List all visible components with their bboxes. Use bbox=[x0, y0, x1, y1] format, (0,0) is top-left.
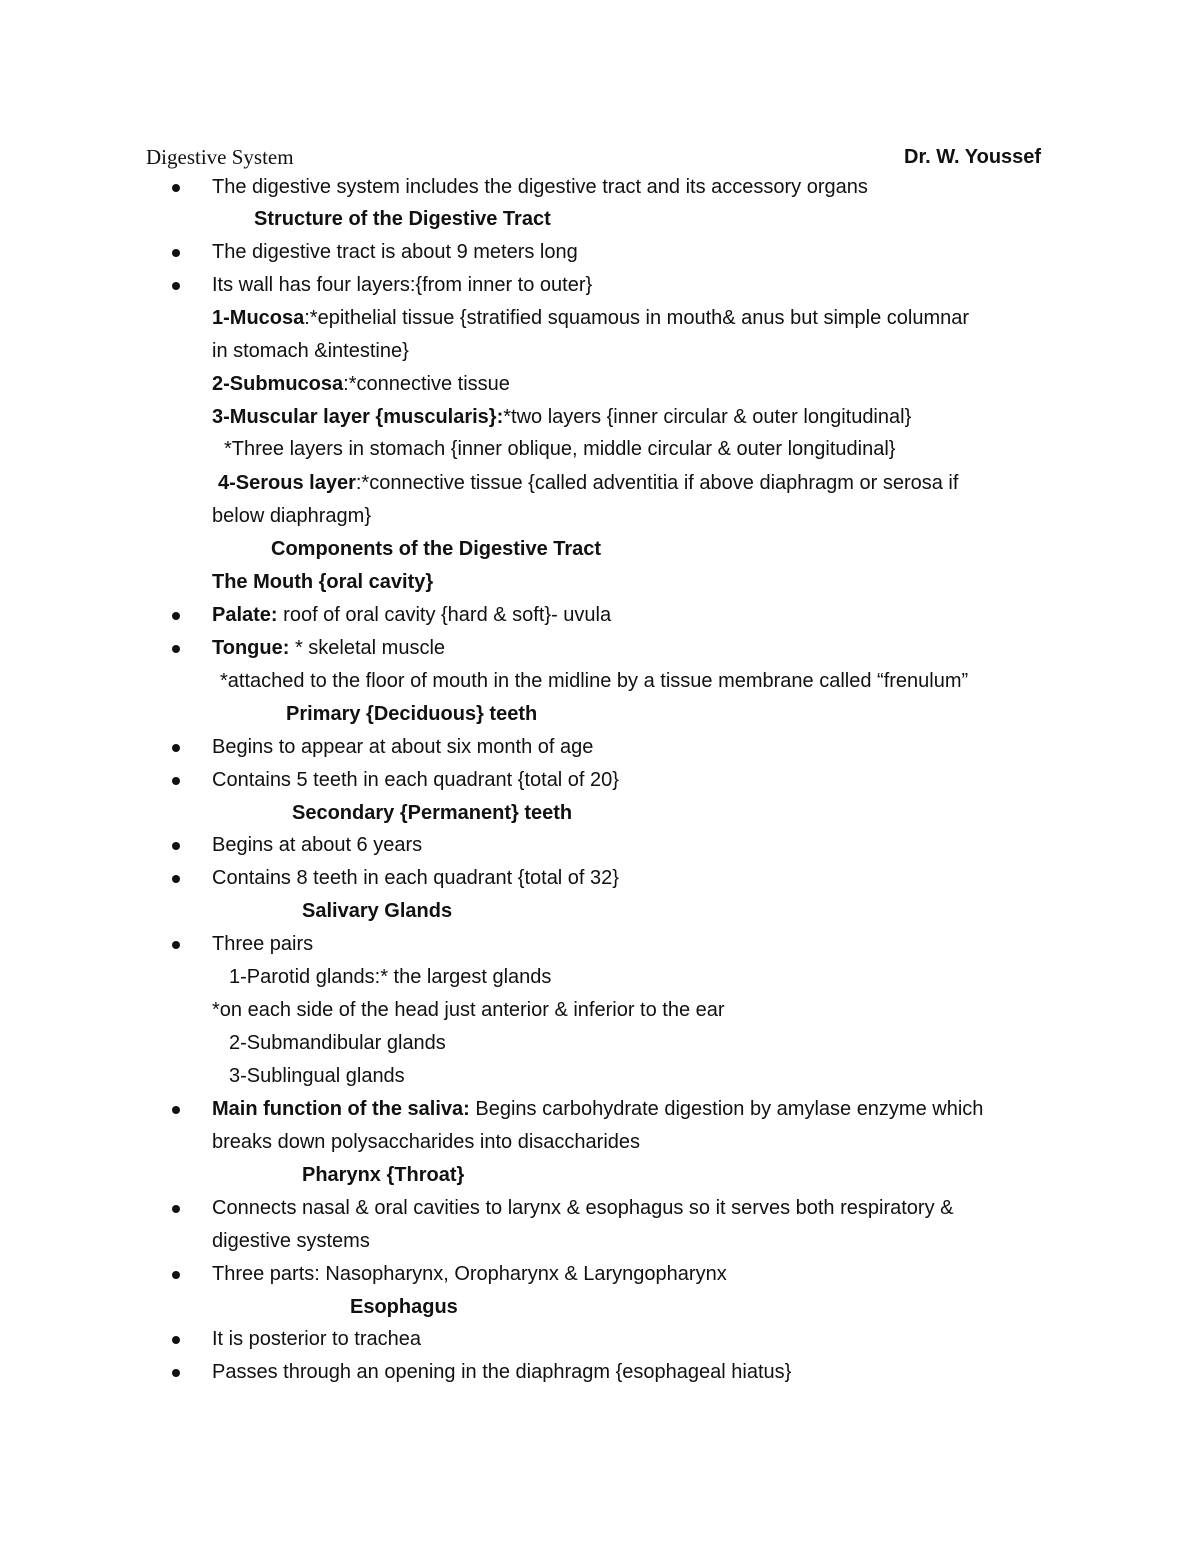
bullet-icon bbox=[172, 282, 180, 290]
salivary-sublingual: 3-Sublingual glands bbox=[229, 1065, 405, 1087]
salivary-parotid-cont: *on each side of the head just anterior & inferior to the ear bbox=[212, 999, 725, 1021]
salivary-parotid: 1-Parotid glands:* the largest glands bbox=[229, 966, 552, 988]
salivary-submandibular: 2-Submandibular glands bbox=[229, 1032, 446, 1054]
section-heading-secondary-teeth: Secondary {Permanent} teeth bbox=[292, 802, 573, 824]
section-heading-primary-teeth: Primary {Deciduous} teeth bbox=[286, 703, 538, 725]
layer-serous-cont: below diaphragm} bbox=[212, 505, 371, 527]
tongue-cont: *attached to the floor of mouth in the midline by a tissue membrane called “frenulum” bbox=[220, 670, 969, 692]
doc-author: Dr. W. Youssef bbox=[904, 146, 1042, 168]
bullet-icon bbox=[172, 842, 180, 850]
layer-mucosa-cont: in stomach &intestine} bbox=[212, 340, 409, 362]
section-heading-structure: Structure of the Digestive Tract bbox=[254, 208, 551, 230]
document-page: Digestive System Dr. W. Youssef The digestive system includes the digestive tract and its accessory organs Structure of the Digestive Tract The digestive tract is about 9 meters long Its wall has four layers:{from inner to outer} 1-Mucosa:*epithelial tissue {stratified squamous in mouth& anus but simple columnar in stomach &intestine} 2-Submucosa:*connective tissue 3-Muscular layer {muscularis}:*two layers {inner circular & outer longitudinal} *Three layers in stomach {inner oblique, middle circular & outer longitudinal} 4-Serous layer:*connective tissue {called adventitia if above diaphragm or serosa if below diaphragm} Components of the Digestive Tract The Mouth {oral cavity} Palate: roof of oral cavity {hard & soft}- uvula Tongue: * skeletal muscle *attached to the floor of mouth in the midline by a tissue membrane called “frenulum” Primary {Deciduous} teeth Begins to appear at about six month of age Contains 5 teeth in each quadrant {total of 20} Secondary {Permanent} teeth Begins at about 6 years Contains 8 teeth in each quadrant {total of 32} Salivary Glands Three pairs 1-Parotid glands:* the largest glands *on each side of the head just anterior & inferior to the ear 2-Submandibular glands 3-Sublingual glands Main function of the saliva: Begins carbohydrate digestion by amylase enzyme which breaks down polysaccharides into disaccharides Pharynx {Throat} Connects nasal & oral cavities to larynx & esophagus so it serves both respiratory & digestive systems Three parts: Nasopharynx, Oropharynx & Laryngopharynx Esophagus It is posterior to trachea Passes through an opening in the diaphragm {esophageal hiatus} bbox=[146, 145, 1042, 1383]
bullet-icon bbox=[172, 645, 180, 653]
section-heading-pharynx: Pharynx {Throat} bbox=[302, 1164, 465, 1186]
bullet-icon bbox=[172, 1369, 180, 1377]
bullet-icon bbox=[172, 777, 180, 785]
section-heading-esophagus: Esophagus bbox=[350, 1296, 458, 1318]
doc-title: Digestive System bbox=[146, 145, 294, 169]
bullet-icon bbox=[172, 1106, 180, 1114]
bullet-icon bbox=[172, 612, 180, 620]
section-heading-components: Components of the Digestive Tract bbox=[271, 538, 602, 560]
bullet-icon bbox=[172, 184, 180, 192]
section-heading-salivary: Salivary Glands bbox=[302, 900, 453, 922]
pharynx-cont: digestive systems bbox=[212, 1230, 370, 1252]
layer-mucosa: 1-Mucosa:*epithelial tissue {stratified squamous in mouth& anus but simple columnar bbox=[212, 307, 970, 329]
bullet-icon bbox=[172, 1205, 180, 1213]
bullet-icon bbox=[172, 875, 180, 883]
saliva-cont: breaks down polysaccharides into disaccharides bbox=[212, 1131, 641, 1153]
bullet-icon bbox=[172, 249, 180, 257]
layer-muscular: 3-Muscular layer {muscularis}:*two layers {inner circular & outer longitudinal} bbox=[212, 406, 912, 428]
layer-submucosa: 2-Submucosa:*connective tissue bbox=[212, 373, 510, 395]
layer-serous: 4-Serous layer:*connective tissue {called adventitia if above diaphragm or serosa if bbox=[218, 472, 959, 494]
bullet-icon bbox=[172, 941, 180, 949]
layer-muscular-cont: *Three layers in stomach {inner oblique, middle circular & outer longitudinal} bbox=[224, 438, 896, 460]
bullet-icon bbox=[172, 1336, 180, 1344]
bullet-icon bbox=[172, 744, 180, 752]
subheading-mouth: The Mouth {oral cavity} bbox=[212, 571, 434, 593]
bullet-icon bbox=[172, 1271, 180, 1279]
